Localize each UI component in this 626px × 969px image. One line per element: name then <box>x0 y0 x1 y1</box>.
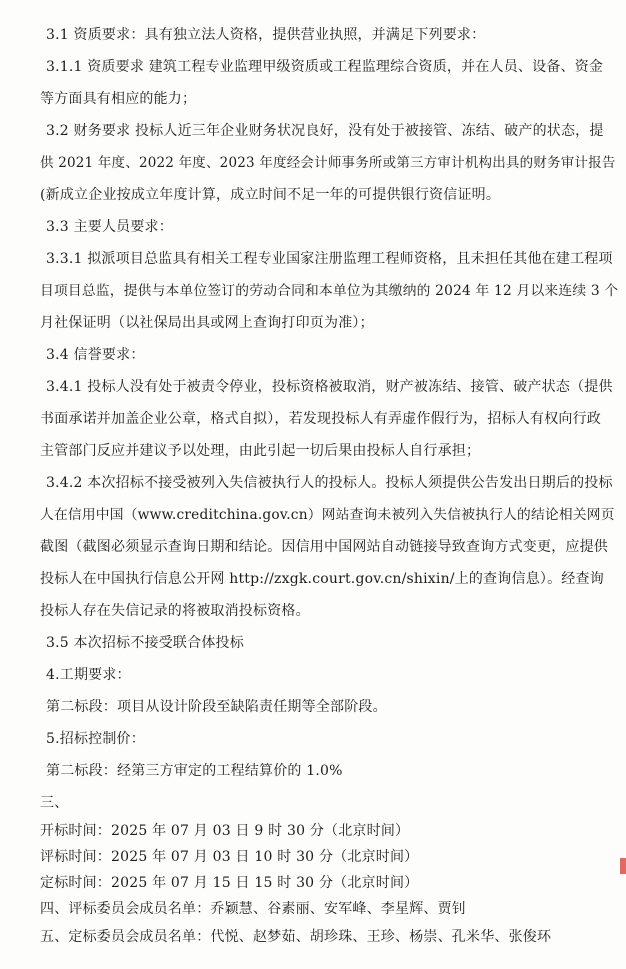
line-5-control-price-heading: 5.招标控制价： <box>46 731 145 747</box>
line-award-time: 定标时间：2025 年 07 月 15 日 15 时 30 分（北京时间） <box>40 875 419 891</box>
line-3-3-personnel: 3.3 主要人员要求： <box>46 219 173 235</box>
line-3-4-reputation: 3.4 信誉要求： <box>46 347 145 363</box>
red-edge-mark <box>620 858 626 874</box>
line-3-4-1-status: 3.4.1 投标人没有处于被责令停业，投标资格被取消，财产被冻结、接管、破产状态（提供 <box>46 379 613 395</box>
line-section-three: 三、 <box>40 795 69 811</box>
line-3-4-2-continued-3: 投标人在中国执行信息公开网 http://zxgk.court.gov.cn/shixin/上的查询信息）。经查询 <box>40 571 604 587</box>
line-3-2-continued-1: 供 2021 年度、2022 年度、2023 年度经会计师事务所或第三方审计机构出具的财务审计报告 <box>40 155 616 171</box>
line-3-1-1-qualification-detail: 3.1.1 资质要求 建筑工程专业监理甲级资质或工程监理综合资质，并在人员、设备、资金 <box>46 59 604 75</box>
line-3-2-continued-2: (新成立企业按成立年度计算，成立时间不足一年的可提供银行资信证明。 <box>40 187 501 203</box>
line-4-duration-lot-2: 第二标段：项目从设计阶段至缺陷责任期等全部阶段。 <box>46 699 387 715</box>
line-3-4-2-continued-2: 截图（截图必须显示查询日期和结论。因信用中国网站自动链接导致查询方式变更，应提供 <box>40 539 608 555</box>
line-evaluation-committee: 四、评标委员会成员名单：乔颖慧、谷素丽、安军峰、李星辉、贾钊 <box>40 901 466 917</box>
line-4-duration-heading: 4.工期要求： <box>46 667 131 683</box>
line-3-3-1-continued-1: 目项目总监，提供与本单位签订的劳动合同和本单位为其缴纳的 2024 年 12 月以来连续 3 个 <box>40 283 619 299</box>
line-3-2-financial: 3.2 财务要求 投标人近三年企业财务状况良好，没有处于被接管、冻结、破产的状态，提 <box>46 123 604 139</box>
line-3-4-2-credit: 3.4.2 本次招标不接受被列入失信被执行人的投标人。投标人须提供公告发出日期后的投标 <box>46 475 613 491</box>
line-3-3-1-director: 3.3.1 拟派项目总监具有相关工程专业国家注册监理工程师资格，且未担任其他在建工程项 <box>46 251 613 267</box>
line-3-3-1-continued-2: 月社保证明（以社保局出具或网上查询打印页为准）； <box>40 315 374 331</box>
line-3-4-1-continued-2: 主管部门反应并建议予以处理，由此引起一切后果由投标人自行承担； <box>40 443 481 459</box>
line-3-1-qualification: 3.1 资质要求：具有独立法人资格，提供营业执照，并满足下列要求： <box>46 27 486 43</box>
line-3-4-2-continued-4: 投标人存在失信记录的将被取消投标资格。 <box>40 603 310 619</box>
line-3-4-2-continued-1: 人在信用中国（www.creditchina.gov.cn）网站查询未被列入失信被执行人的结论相关网页 <box>40 507 615 523</box>
line-3-4-1-continued-1: 书面承诺并加盖企业公章，格式自拟），若发现投标人有弄虚作假行为，招标人有权向行政 <box>40 411 601 427</box>
line-5-control-price-lot-2: 第二标段：经第三方审定的工程结算价的 1.0% <box>46 763 343 779</box>
line-opening-time: 开标时间：2025 年 07 月 03 日 9 时 30 分（北京时间） <box>40 823 410 839</box>
line-evaluation-time: 评标时间：2025 年 07 月 03 日 10 时 30 分（北京时间） <box>40 849 419 865</box>
line-3-5-consortium: 3.5 本次招标不接受联合体投标 <box>46 635 244 651</box>
line-3-1-1-continued: 等方面具有相应的能力； <box>40 91 197 107</box>
line-award-committee: 五、定标委员会成员名单：代悦、赵梦茹、胡珍珠、王珍、杨崇、孔米华、张俊环 <box>40 929 552 945</box>
